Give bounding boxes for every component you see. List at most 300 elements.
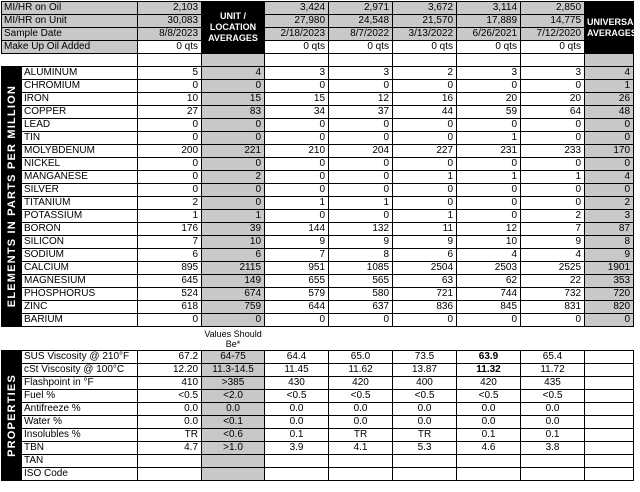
empty-cell — [585, 364, 634, 377]
element-value: 6 — [202, 249, 265, 262]
element-value: 12 — [329, 93, 393, 106]
element-value: 0 — [329, 171, 393, 184]
element-value: 200 — [138, 145, 202, 158]
property-value: 4.7 — [138, 442, 202, 455]
spacer-cell — [393, 54, 457, 67]
element-value: 0 — [521, 197, 585, 210]
element-value: 3 — [265, 67, 329, 80]
element-value: 0 — [138, 171, 202, 184]
property-value: 420 — [457, 377, 521, 390]
element-value: 210 — [265, 145, 329, 158]
elements-side-text: ELEMENTS IN PARTS PER MILLION — [5, 85, 18, 308]
element-name: BARIUM — [22, 314, 138, 327]
property-value: 11.72 — [521, 364, 585, 377]
property-value: 73.5 — [393, 351, 457, 364]
values-should-be-header: Values Should Be* — [204, 328, 262, 349]
element-row — [2, 249, 634, 262]
element-name: TITANIUM — [22, 197, 138, 210]
header-value: 8/8/2023 — [138, 28, 202, 41]
element-value: 6 — [138, 249, 202, 262]
element-value: 2503 — [457, 262, 521, 275]
empty-cell — [585, 416, 634, 429]
element-value: 15 — [202, 93, 265, 106]
header-value: 7/12/2020 — [521, 28, 585, 41]
element-row — [2, 314, 634, 327]
property-row — [2, 364, 634, 377]
element-name: LEAD — [22, 119, 138, 132]
header-value: 0 qts — [329, 41, 393, 54]
element-name: ALUMINUM — [22, 67, 138, 80]
element-value: 44 — [393, 106, 457, 119]
empty-cell — [585, 403, 634, 416]
element-value: 16 — [393, 93, 457, 106]
header-value: 17,889 — [457, 15, 521, 28]
element-value: 233 — [521, 145, 585, 158]
header-value: 3,114 — [457, 2, 521, 15]
property-value: TR — [138, 429, 202, 442]
header-row — [2, 2, 634, 15]
element-value: 0 — [521, 119, 585, 132]
header-value: 3,424 — [265, 2, 329, 15]
element-name: COPPER — [22, 106, 138, 119]
empty-cell — [585, 377, 634, 390]
element-value: 2 — [202, 171, 265, 184]
element-value: 0 — [265, 80, 329, 93]
element-name: CALCIUM — [22, 262, 138, 275]
element-value: 820 — [585, 301, 634, 314]
element-value: 4 — [585, 67, 634, 80]
element-value: 3 — [521, 67, 585, 80]
element-value: 15 — [265, 93, 329, 106]
element-value: 9 — [265, 236, 329, 249]
element-value: 3 — [457, 67, 521, 80]
element-value: 1 — [521, 171, 585, 184]
spacer-cell — [521, 54, 585, 67]
element-value: 895 — [138, 262, 202, 275]
element-value: 1 — [329, 197, 393, 210]
element-value: 0 — [393, 158, 457, 171]
element-value: 8 — [329, 249, 393, 262]
element-value: 1 — [202, 210, 265, 223]
header-value: 14,775 — [521, 15, 585, 28]
property-value: 0.0 — [521, 416, 585, 429]
element-value: 0 — [457, 119, 521, 132]
element-value: 62 — [457, 275, 521, 288]
element-value: 0 — [265, 210, 329, 223]
element-value: 1 — [393, 171, 457, 184]
element-row — [2, 132, 634, 145]
property-value: 0.0 — [138, 403, 202, 416]
property-value: <0.5 — [457, 390, 521, 403]
spacer-cell — [265, 327, 329, 351]
property-value — [329, 455, 393, 468]
element-value: 1 — [585, 80, 634, 93]
element-value: 644 — [265, 301, 329, 314]
element-value: 2525 — [521, 262, 585, 275]
property-value: 0.0 — [457, 416, 521, 429]
element-name: SILVER — [22, 184, 138, 197]
property-value: <0.5 — [393, 390, 457, 403]
element-value: 5 — [138, 67, 202, 80]
property-value: 67.2 — [138, 351, 202, 364]
element-name: SODIUM — [22, 249, 138, 262]
element-value: 10 — [457, 236, 521, 249]
header-row — [2, 28, 634, 41]
element-value: 176 — [138, 223, 202, 236]
spacer-cell — [457, 327, 521, 351]
property-value: 5.3 — [393, 442, 457, 455]
spacer-cell — [2, 54, 22, 67]
element-value: 0 — [202, 119, 265, 132]
element-value: 170 — [585, 145, 634, 158]
element-value: 1 — [138, 210, 202, 223]
empty-cell — [585, 351, 634, 364]
header-label: MI/HR on Oil — [2, 2, 138, 15]
property-value: <0.5 — [521, 390, 585, 403]
element-value: 0 — [521, 314, 585, 327]
element-value: 39 — [202, 223, 265, 236]
spacer-cell — [2, 327, 22, 351]
element-value: 0 — [138, 119, 202, 132]
header-label: Sample Date — [2, 28, 138, 41]
element-value: 0 — [585, 314, 634, 327]
element-value: 0 — [329, 314, 393, 327]
element-value: 1901 — [585, 262, 634, 275]
property-value: <0.5 — [265, 390, 329, 403]
header-value: 8/7/2022 — [329, 28, 393, 41]
element-row — [2, 93, 634, 106]
element-value: 951 — [265, 262, 329, 275]
element-value: 0 — [138, 314, 202, 327]
property-value — [329, 468, 393, 481]
empty-cell — [585, 429, 634, 442]
element-value: 637 — [329, 301, 393, 314]
property-value — [138, 468, 202, 481]
element-value: 655 — [265, 275, 329, 288]
property-value: TR — [393, 429, 457, 442]
element-value: 732 — [521, 288, 585, 301]
element-value: 0 — [202, 197, 265, 210]
element-value: 2504 — [393, 262, 457, 275]
element-value: 231 — [457, 145, 521, 158]
element-value: 20 — [521, 93, 585, 106]
element-value: 0 — [265, 171, 329, 184]
element-value: 9 — [585, 249, 634, 262]
spacer-cell — [22, 54, 138, 67]
property-row — [2, 351, 634, 364]
property-value — [521, 455, 585, 468]
element-row — [2, 67, 634, 80]
element-value: 0 — [457, 314, 521, 327]
element-value: 0 — [329, 119, 393, 132]
element-row — [2, 288, 634, 301]
element-value: 0 — [202, 184, 265, 197]
property-value: <0.1 — [202, 416, 265, 429]
element-value: 59 — [457, 106, 521, 119]
element-value: 1 — [457, 171, 521, 184]
element-value: 0 — [329, 158, 393, 171]
property-row — [2, 390, 634, 403]
property-name: TBN — [22, 442, 138, 455]
property-value — [521, 468, 585, 481]
element-row — [2, 210, 634, 223]
empty-cell — [585, 455, 634, 468]
element-row — [2, 262, 634, 275]
property-value — [265, 455, 329, 468]
element-value: 0 — [521, 80, 585, 93]
element-value: 0 — [393, 80, 457, 93]
header-value: 0 qts — [521, 41, 585, 54]
element-row — [2, 171, 634, 184]
oil-analysis-report-table — [1, 1, 640, 481]
property-value: <2.0 — [202, 390, 265, 403]
element-value: 0 — [329, 80, 393, 93]
element-value: 2 — [521, 210, 585, 223]
property-value: >385 — [202, 377, 265, 390]
element-value: 4 — [202, 67, 265, 80]
property-value — [393, 455, 457, 468]
element-row — [2, 197, 634, 210]
element-value: 0 — [521, 158, 585, 171]
element-value: 3 — [585, 210, 634, 223]
element-value: 34 — [265, 106, 329, 119]
property-value: 11.45 — [265, 364, 329, 377]
property-value: 430 — [265, 377, 329, 390]
property-value: 11.3-14.5 — [202, 364, 265, 377]
element-value: 0 — [265, 184, 329, 197]
element-name: CHROMIUM — [22, 80, 138, 93]
property-value — [202, 468, 265, 481]
spacer-cell — [22, 327, 138, 351]
element-value: 27 — [138, 106, 202, 119]
element-row — [2, 80, 634, 93]
element-value: 4 — [457, 249, 521, 262]
element-value: 22 — [521, 275, 585, 288]
element-value: 0 — [393, 132, 457, 145]
element-value: 645 — [138, 275, 202, 288]
element-value: 0 — [329, 132, 393, 145]
property-name: Antifreeze % — [22, 403, 138, 416]
property-value: 435 — [521, 377, 585, 390]
element-name: IRON — [22, 93, 138, 106]
property-name: ISO Code — [22, 468, 138, 481]
spacer-cell — [329, 327, 393, 351]
element-value: 580 — [329, 288, 393, 301]
property-value — [202, 455, 265, 468]
element-value: 227 — [393, 145, 457, 158]
property-value: 420 — [329, 377, 393, 390]
property-value: <0.5 — [329, 390, 393, 403]
element-value: 7 — [521, 223, 585, 236]
property-value: <0.5 — [138, 390, 202, 403]
element-value: 4 — [521, 249, 585, 262]
element-value: 144 — [265, 223, 329, 236]
spacer-cell — [585, 327, 634, 351]
spacer-cell — [138, 327, 202, 351]
elements-side-label — [2, 67, 22, 327]
element-value: 0 — [138, 80, 202, 93]
element-value: 20 — [457, 93, 521, 106]
element-value: 674 — [202, 288, 265, 301]
property-row — [2, 403, 634, 416]
element-value: 0 — [393, 184, 457, 197]
header-value: 2/18/2023 — [265, 28, 329, 41]
property-value: 0.0 — [521, 403, 585, 416]
property-name: SUS Viscosity @ 210°F — [22, 351, 138, 364]
element-value: 1085 — [329, 262, 393, 275]
header-value: 2,103 — [138, 2, 202, 15]
spacer-cell — [202, 54, 265, 67]
element-value: 0 — [457, 158, 521, 171]
property-value: 3.8 — [521, 442, 585, 455]
property-value: 0.1 — [457, 429, 521, 442]
element-value: 0 — [393, 314, 457, 327]
property-row — [2, 429, 634, 442]
header-label: MI/HR on Unit — [2, 15, 138, 28]
element-row — [2, 158, 634, 171]
element-value: 0 — [138, 132, 202, 145]
property-value: 400 — [393, 377, 457, 390]
element-value: 9 — [329, 236, 393, 249]
spacer-row — [2, 54, 634, 67]
element-value: 10 — [202, 236, 265, 249]
element-name: ZINC — [22, 301, 138, 314]
element-value: 0 — [202, 132, 265, 145]
property-value — [457, 468, 521, 481]
property-name: cSt Viscosity @ 100°C — [22, 364, 138, 377]
element-value: 10 — [138, 93, 202, 106]
header-value: 21,570 — [393, 15, 457, 28]
property-value: 0.0 — [138, 416, 202, 429]
element-value: 579 — [265, 288, 329, 301]
property-value: 0.0 — [265, 403, 329, 416]
element-row — [2, 119, 634, 132]
element-value: 48 — [585, 106, 634, 119]
element-value: 0 — [138, 184, 202, 197]
element-value: 204 — [329, 145, 393, 158]
element-value: 0 — [457, 80, 521, 93]
header-value: 24,548 — [329, 15, 393, 28]
element-value: 0 — [329, 184, 393, 197]
header-value: 0 qts — [265, 41, 329, 54]
element-value: 618 — [138, 301, 202, 314]
header-value: 3/13/2022 — [393, 28, 457, 41]
element-value: 0 — [265, 132, 329, 145]
element-value: 221 — [202, 145, 265, 158]
element-value: 37 — [329, 106, 393, 119]
spacer-cell — [521, 327, 585, 351]
element-value: 87 — [585, 223, 634, 236]
header-value: 6/26/2021 — [457, 28, 521, 41]
header-value: 3,672 — [393, 2, 457, 15]
property-value: 0.0 — [393, 416, 457, 429]
element-value: 0 — [138, 158, 202, 171]
element-value: 3 — [329, 67, 393, 80]
property-value: 0.0 — [265, 416, 329, 429]
property-row — [2, 377, 634, 390]
element-value: 836 — [393, 301, 457, 314]
element-value: 6 — [393, 249, 457, 262]
property-value: 65.4 — [521, 351, 585, 364]
property-name: TAN — [22, 455, 138, 468]
element-value: 7 — [138, 236, 202, 249]
property-value: 13.87 — [393, 364, 457, 377]
element-value: 0 — [585, 132, 634, 145]
element-value: 353 — [585, 275, 634, 288]
empty-cell — [585, 468, 634, 481]
element-value: 0 — [393, 119, 457, 132]
spacer-cell — [457, 54, 521, 67]
element-row — [2, 236, 634, 249]
element-row — [2, 184, 634, 197]
element-value: 7 — [265, 249, 329, 262]
property-value — [393, 468, 457, 481]
element-name: POTASSIUM — [22, 210, 138, 223]
property-name: Insolubles % — [22, 429, 138, 442]
element-value: 1 — [265, 197, 329, 210]
element-value: 721 — [393, 288, 457, 301]
header-value: 0 qts — [457, 41, 521, 54]
property-name: Water % — [22, 416, 138, 429]
property-value: 4.6 — [457, 442, 521, 455]
element-value: 0 — [202, 158, 265, 171]
element-value: 8 — [585, 236, 634, 249]
header-value: 0 qts — [393, 41, 457, 54]
element-value: 149 — [202, 275, 265, 288]
element-value: 9 — [521, 236, 585, 249]
property-value — [457, 455, 521, 468]
element-name: MAGNESIUM — [22, 275, 138, 288]
element-name: MOLYBDENUM — [22, 145, 138, 158]
element-value: 64 — [521, 106, 585, 119]
element-value: 0 — [585, 184, 634, 197]
element-value: 0 — [329, 210, 393, 223]
element-name: PHOSPHORUS — [22, 288, 138, 301]
spacer-cell — [265, 54, 329, 67]
element-value: 845 — [457, 301, 521, 314]
element-value: 132 — [329, 223, 393, 236]
header-value: 2,971 — [329, 2, 393, 15]
element-value: 759 — [202, 301, 265, 314]
element-row — [2, 301, 634, 314]
property-value: 64.4 — [265, 351, 329, 364]
element-value: 63 — [393, 275, 457, 288]
element-row — [2, 223, 634, 236]
property-value: 0.0 — [457, 403, 521, 416]
element-value: 2115 — [202, 262, 265, 275]
element-name: BORON — [22, 223, 138, 236]
element-value: 0 — [457, 184, 521, 197]
element-value: 2 — [138, 197, 202, 210]
header-value: 2,850 — [521, 2, 585, 15]
element-value: 26 — [585, 93, 634, 106]
property-name: Flashpoint in °F — [22, 377, 138, 390]
property-value: 0.0 — [202, 403, 265, 416]
spacer-cell — [138, 54, 202, 67]
element-value: 0 — [585, 119, 634, 132]
element-value: 565 — [329, 275, 393, 288]
element-value: 0 — [265, 314, 329, 327]
element-value: 0 — [585, 158, 634, 171]
element-value: 1 — [457, 132, 521, 145]
property-row — [2, 442, 634, 455]
property-value: 410 — [138, 377, 202, 390]
empty-cell — [585, 390, 634, 403]
element-name: MANGANESE — [22, 171, 138, 184]
element-value: 83 — [202, 106, 265, 119]
element-value: 11 — [393, 223, 457, 236]
properties-side-text: PROPERTIES — [5, 374, 18, 457]
